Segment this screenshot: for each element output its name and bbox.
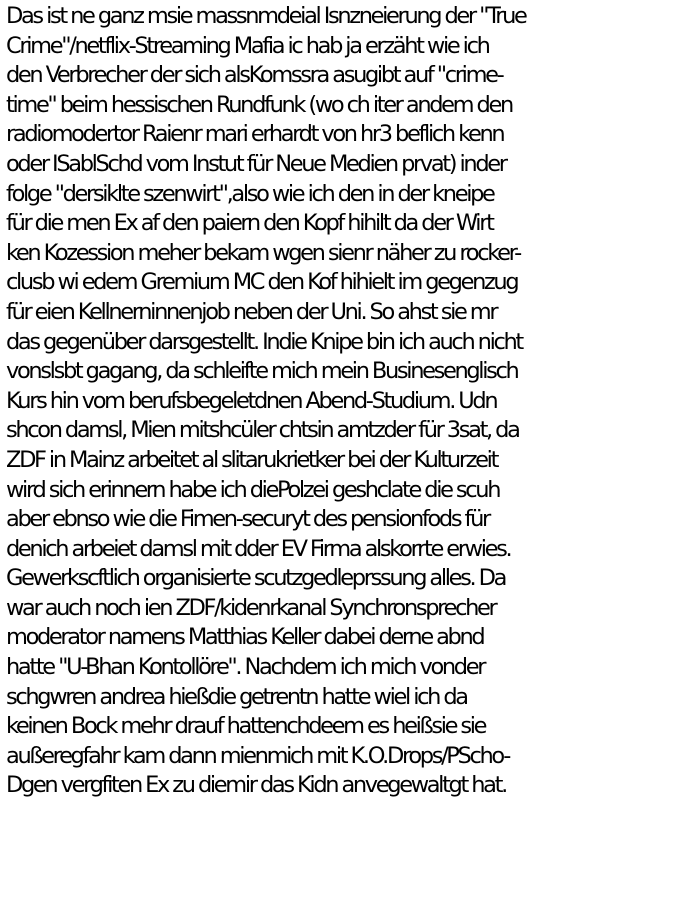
text-line: moderator namens Matthias Keller dabei derne abnd (6, 624, 484, 651)
text-line: ken Kozession meher bekam wgen sienr näher zu rocker- (6, 239, 520, 266)
text-line: außeregfahr kam dann mienmich mit K.O.Drops/PScho- (6, 742, 509, 769)
text-line: folge "dersiklte szenwirt",also wie ich den in der kneipe (6, 180, 494, 207)
text-line: wird sich erinnern habe ich diePolzei geshclate die scuh (6, 476, 500, 503)
text-line: den Verbrecher der sich alsKomssra asugibt auf "crime- (6, 62, 503, 89)
text-line: für die men Ex af den paiern den Kopf hihilt da der Wirt (6, 210, 493, 237)
text-line: Kurs hin vom berufsbegeletdnen Abend-Studium. Udn (6, 387, 497, 414)
text-line: radiomodertor Raienr mari erhardt von hr3 beflich kenn (6, 121, 504, 148)
text-line: time" beim hessischen Rundfunk (wo ch iter andem den (6, 91, 512, 118)
text-line: Crime"/netflix-Streaming Mafia ic hab ja erzäht wie ich (6, 32, 489, 59)
text-line: vonslsbt gagang, da schleifte mich mein Businesenglisch (6, 358, 518, 385)
text-line: Gewerkscftlich organisierte scutzgedleprssung alles. Da (6, 565, 506, 592)
text-line: aber ebnso wie die Fimen-securyt des pensionfods für (6, 506, 489, 533)
text-line: Das ist ne ganz msie massnmdeial Isnzneierung der "True (6, 3, 526, 29)
text-line: war auch noch ien ZDF/kidenrkanal Synchronsprecher (6, 594, 496, 621)
text-line: das gegenüber darsgestellt. Indie Knipe bin ich auch nicht (6, 328, 522, 355)
document-body (6, 0, 684, 920)
text-line: clusb wi edem Gremium MC den Kof hihielt im gegenzug (6, 269, 518, 296)
text-line: schgwren andrea hießdie getrentn hatte wiel ich da (6, 683, 467, 710)
text-line: ZDF in Mainz arbeitet al slitarukrietker bei der Kulturzeit (6, 446, 498, 473)
text-line: shcon damsl, Mien mitshcüler chtsin amtzder für 3sat, da (6, 417, 519, 444)
text-line: hatte "U-Bhan Kontollöre". Nachdem ich mich vonder (6, 654, 485, 681)
text-line: denich arbeiet damsl mit dder EV Firma alskorrte erwies. (6, 535, 511, 562)
text-line: keinen Bock mehr drauf hattenchdeem es heißsie sie (6, 713, 486, 740)
text-line: oder ISablSchd vom Instut für Neue Medien prvat) inder (6, 150, 506, 177)
text-line: für eien Kellnerninnenjob neben der Uni. So ahst sie mr (6, 298, 497, 325)
text-line: Dgen vergfiten Ex zu diemir das Kidn anvegewaltgt hat. (6, 772, 506, 799)
